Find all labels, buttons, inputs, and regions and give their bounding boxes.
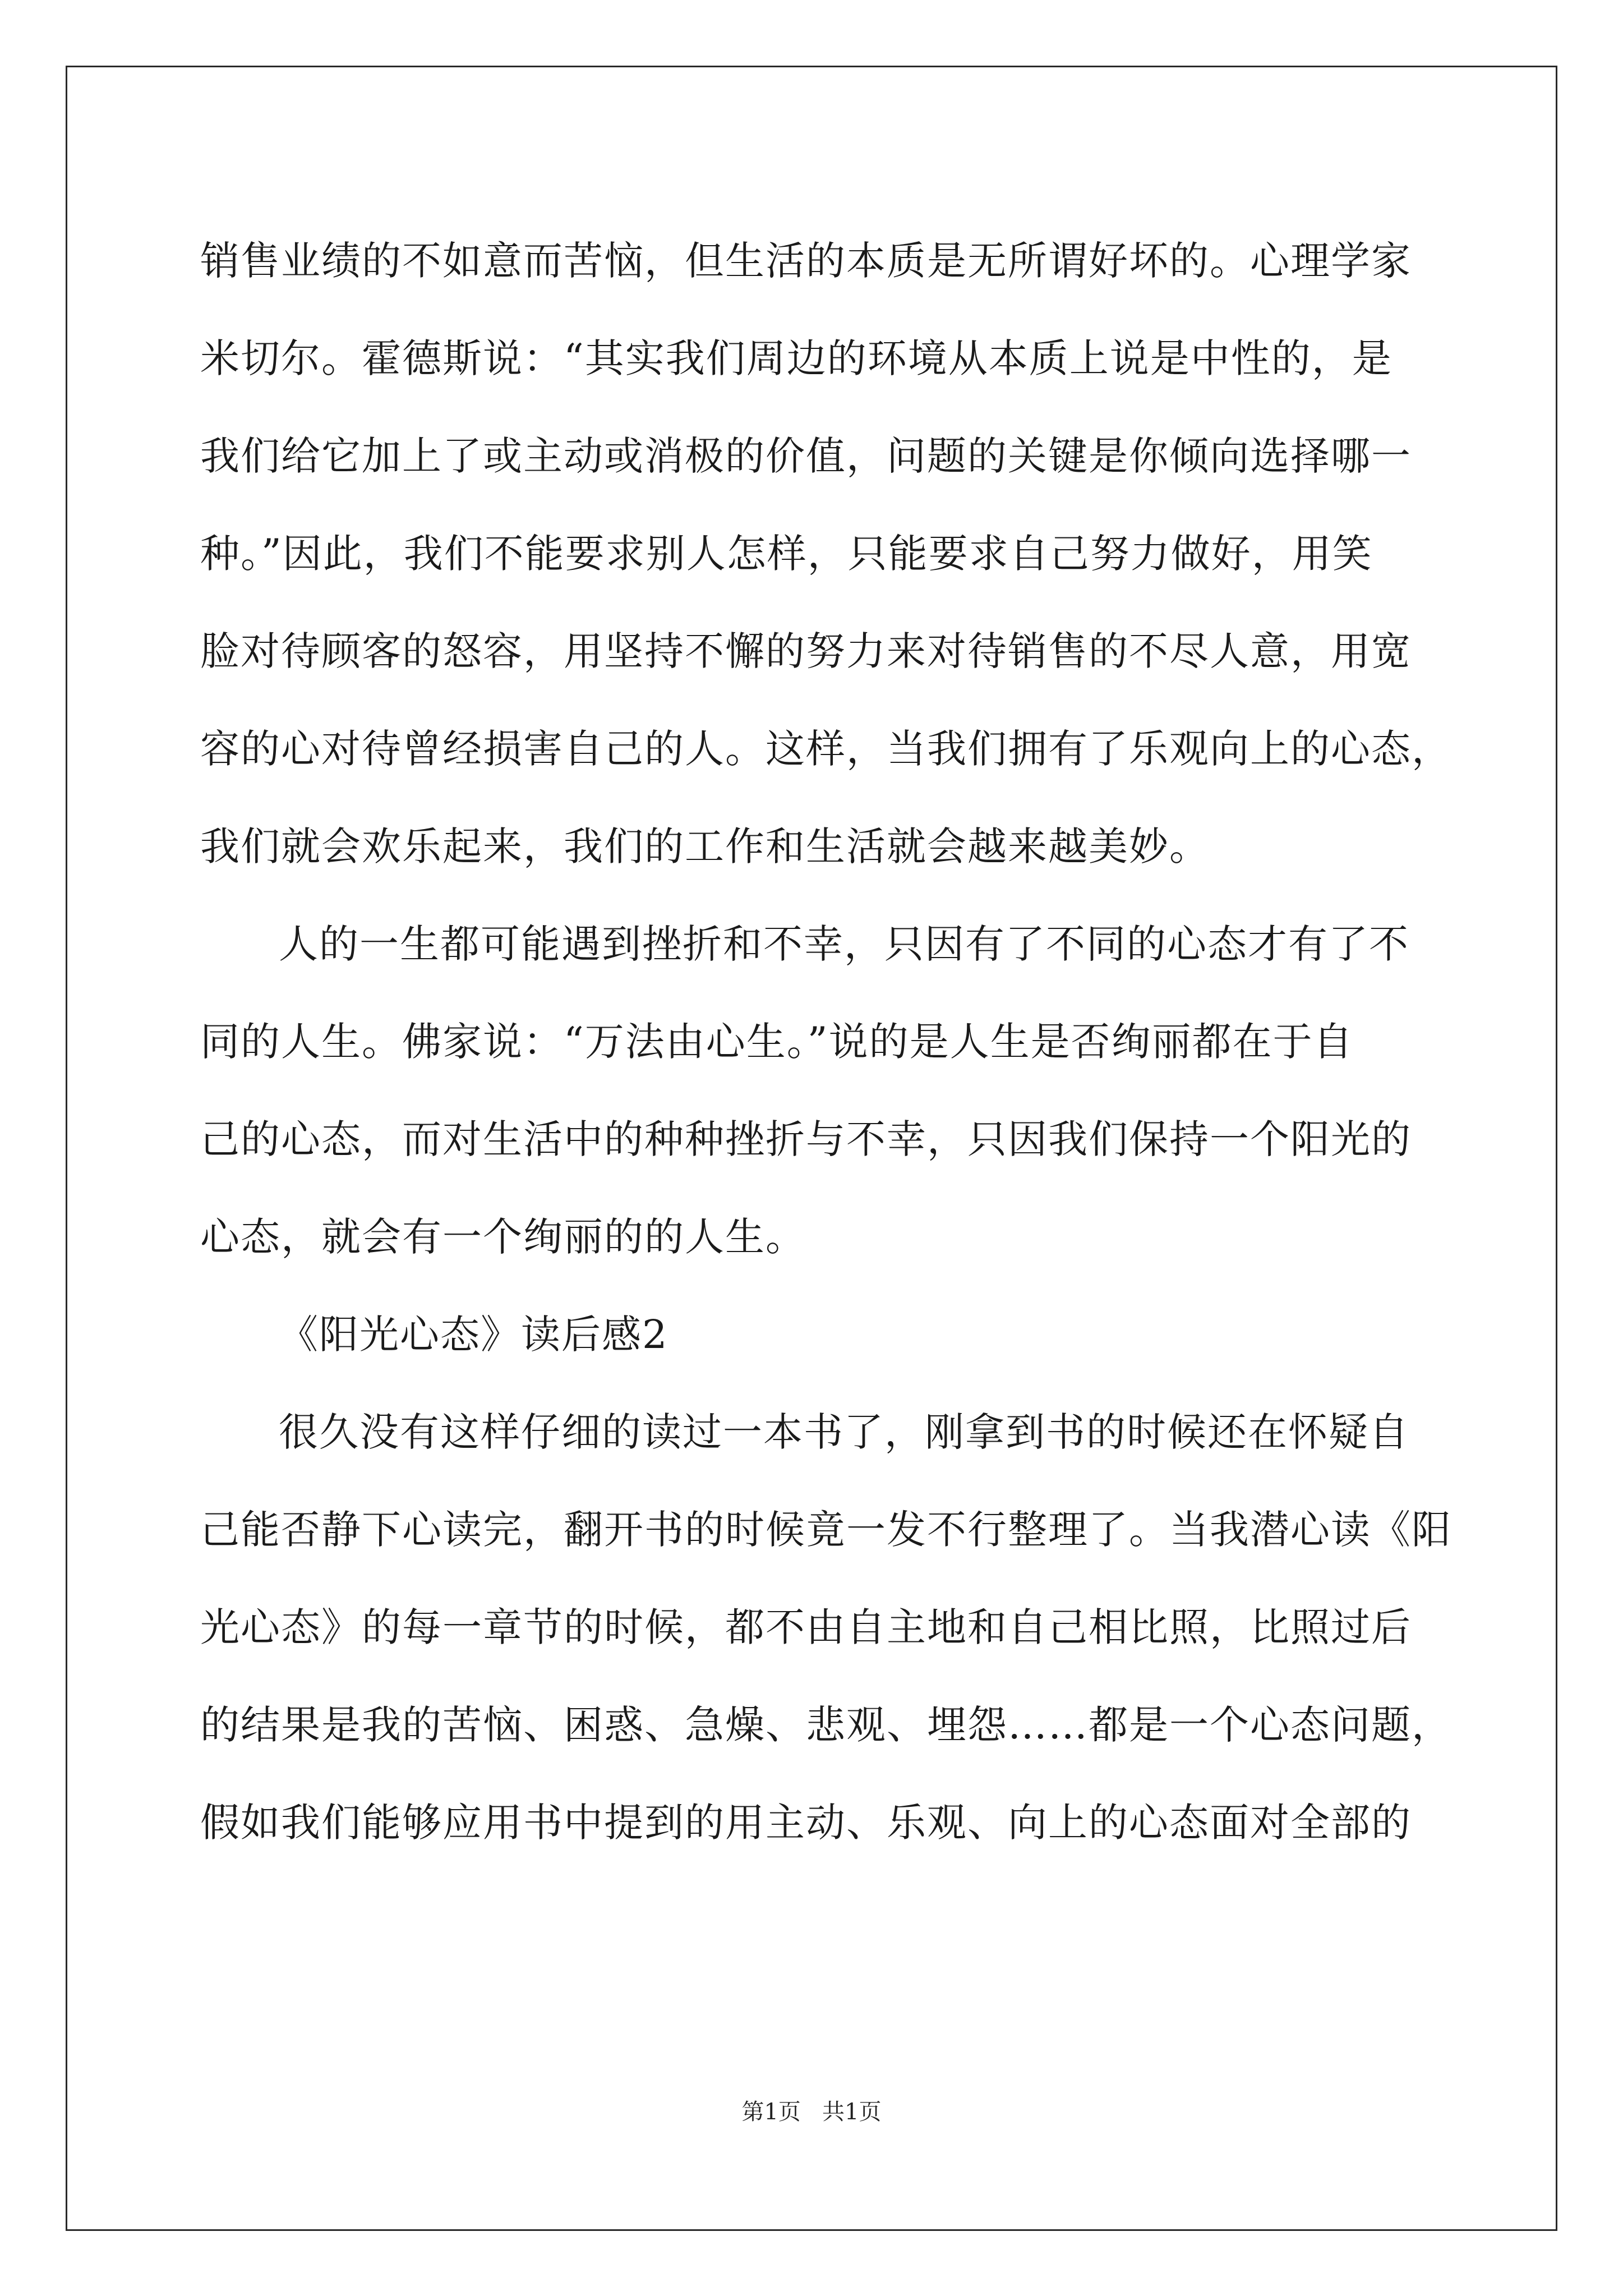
page-footer [0,2095,1623,2129]
text-line: 种。”因此，我们不能要求别人怎样，只能要求自己努力做好，用笑 [200,531,1373,577]
text-line: 心态，就会有一个绚丽的的人生。 [200,1214,806,1260]
page-number: 第1页 共1页 [741,2099,882,2125]
text-line: 的结果是我的苦恼、困惑、急燥、悲观、埋怨……都是一个心态问题， [200,1702,1452,1748]
text-line: 我们就会欢乐起来，我们的工作和生活就会越来越美妙。 [200,823,1210,869]
document-body [200,212,1452,1871]
text-line: 光心态》的每一章节的时候，都不由自主地和自己相比照，比照过后 [200,1604,1412,1650]
text-line: 销售业绩的不如意而苦恼，但生活的本质是无所谓好坏的。心理学家 [200,238,1412,284]
paragraph-first-line: 人的一生都可能遇到挫折和不幸，只因有了不同的心态才有了不 [279,921,1409,967]
text-line: 己能否静下心读完，翻开书的时候竟一发不行整理了。当我潜心读《阳 [200,1507,1452,1553]
section-heading: 《阳光心态》读后感2 [279,1312,668,1358]
text-line: 假如我们能够应用书中提到的用主动、乐观、向上的心态面对全部的 [200,1800,1412,1846]
text-line: 我们给它加上了或主动或消极的价值，问题的关键是你倾向选择哪一 [200,433,1412,479]
text-line: 脸对待顾客的怒容，用坚持不懈的努力来对待销售的不尽人意，用宽 [200,628,1412,674]
text-line: 同的人生。佛家说：“万法由心生。”说的是人生是否绚丽都在于自 [200,1019,1354,1065]
text-line: 己的心态，而对生活中的种种挫折与不幸，只因我们保持一个阳光的 [200,1116,1412,1162]
text-line: 容的心对待曾经损害自己的人。这样，当我们拥有了乐观向上的心态， [200,726,1452,772]
paragraph-first-line: 很久没有这样仔细的读过一本书了，刚拿到书的时候还在怀疑自 [279,1409,1409,1455]
text-line: 米切尔。霍德斯说：“其实我们周边的环境从本质上说是中性的，是 [200,335,1393,381]
